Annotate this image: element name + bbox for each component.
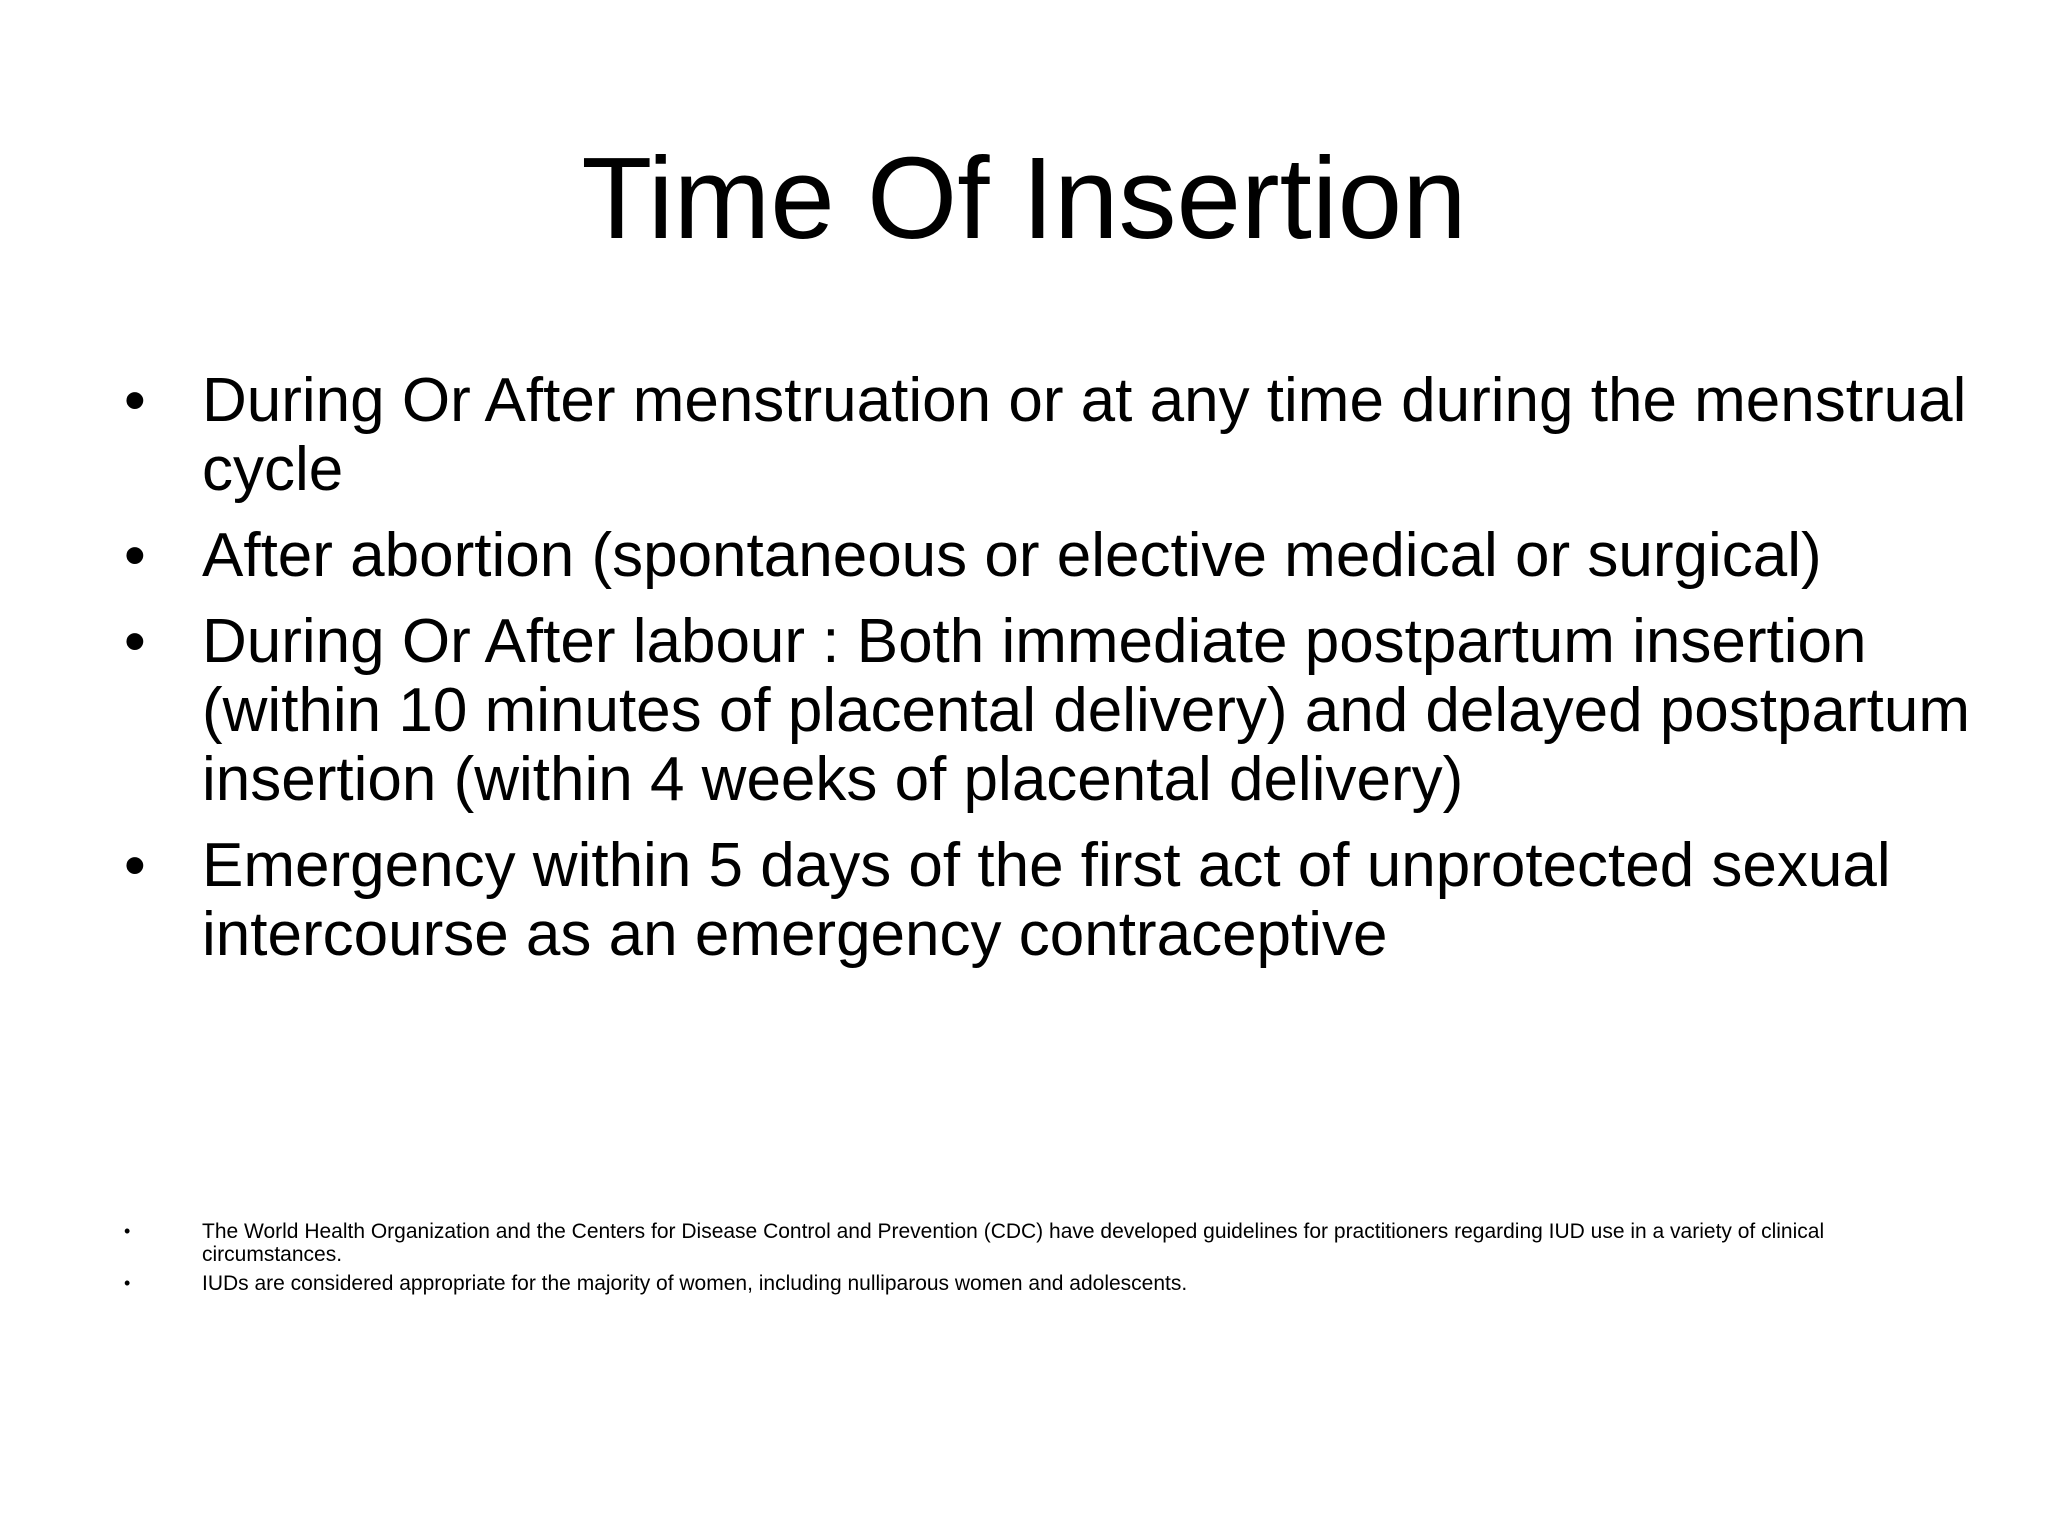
bullet-dot-icon: • [124, 521, 146, 590]
footnote-item [0, 1220, 2048, 1266]
footnote-item [0, 1272, 2048, 1295]
footnote-text: The World Health Organization and the Centers for Disease Control and Prevention (CDC) have developed guidelines for practitioners regarding IUD use in a variety of clinical circumstances. [202, 1220, 1825, 1266]
bullet-item [0, 831, 2048, 969]
bullet-text: Emergency within 5 days of the first act of unprotected sexual intercourse as an emergency contraceptive [202, 831, 1891, 969]
bullet-item [0, 521, 2048, 590]
bullet-text: After abortion (spontaneous or elective medical or surgical) [202, 521, 1822, 590]
bullet-item [0, 366, 2048, 504]
bullet-item [0, 607, 2048, 814]
bullet-dot-icon: • [124, 607, 146, 676]
bullet-list [0, 366, 2048, 986]
footnote-dot-icon: • [124, 1221, 131, 1241]
footnote-dot-icon: • [124, 1273, 131, 1293]
bullet-text: During Or After labour : Both immediate postpartum insertion (within 10 minutes of placental delivery) and delayed postpartum insertion (within 4 weeks of placental delivery) [202, 607, 1970, 814]
slide-title: Time Of Insertion [581, 133, 1467, 263]
footnote-list [0, 1220, 2048, 1301]
bullet-dot-icon: • [124, 831, 146, 900]
bullet-dot-icon: • [124, 366, 146, 435]
bullet-text: During Or After menstruation or at any time during the menstrual cycle [202, 366, 1967, 504]
footnote-text: IUDs are considered appropriate for the majority of women, including nulliparous women and adolescents. [202, 1272, 1188, 1295]
